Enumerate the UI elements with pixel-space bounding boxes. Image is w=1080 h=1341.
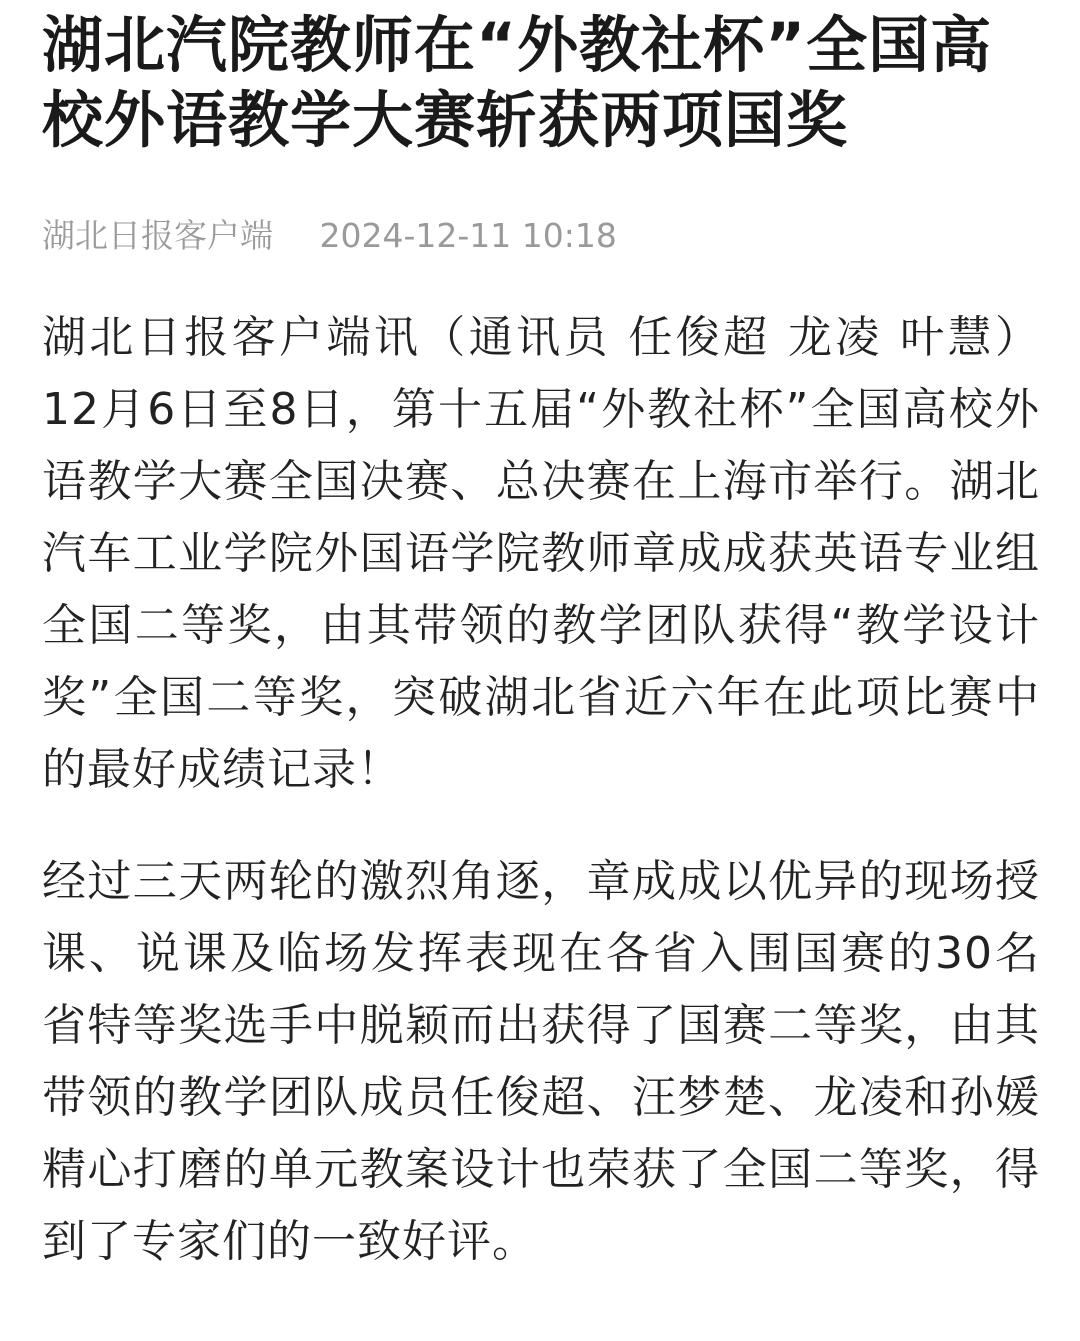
article-paragraph-2: 经过三天两轮的激烈角逐，章成成以优异的现场授课、说课及临场发挥表现在各省入围国赛的30名省特等奖选手中脱颖而出获得了国赛二等奖，由其带领的教学团队成员任俊超、汪梦楚、龙凌和孙媛精心打磨的单元教案设计也荣获了全国二等奖，得到了专家们的一致好评。 [42,856,1040,1267]
article-meta [42,216,1040,256]
article-source[interactable]: 湖北日报客户端 [42,216,273,255]
article-body [42,302,1040,1278]
article-title: 湖北汽院教师在“外教社杯”全国高校外语教学大赛斩获两项国奖 [42,10,993,156]
article-paragraph-1: 湖北日报客户端讯（通讯员 任俊超 龙凌 叶慧）12月6日至8日，第十五届“外教社杯”全国高校外语教学大赛全国决赛、总决赛在上海市举行。湖北汽车工业学院外国语学院教师章成成获英语专业组全国二等奖，由其带领的教学团队获得“教学设计奖”全国二等奖，突破湖北省近六年在此项比赛中的最好成绩记录！ [42,312,1040,795]
article-time: 2024-12-11 10:18 [319,216,617,255]
